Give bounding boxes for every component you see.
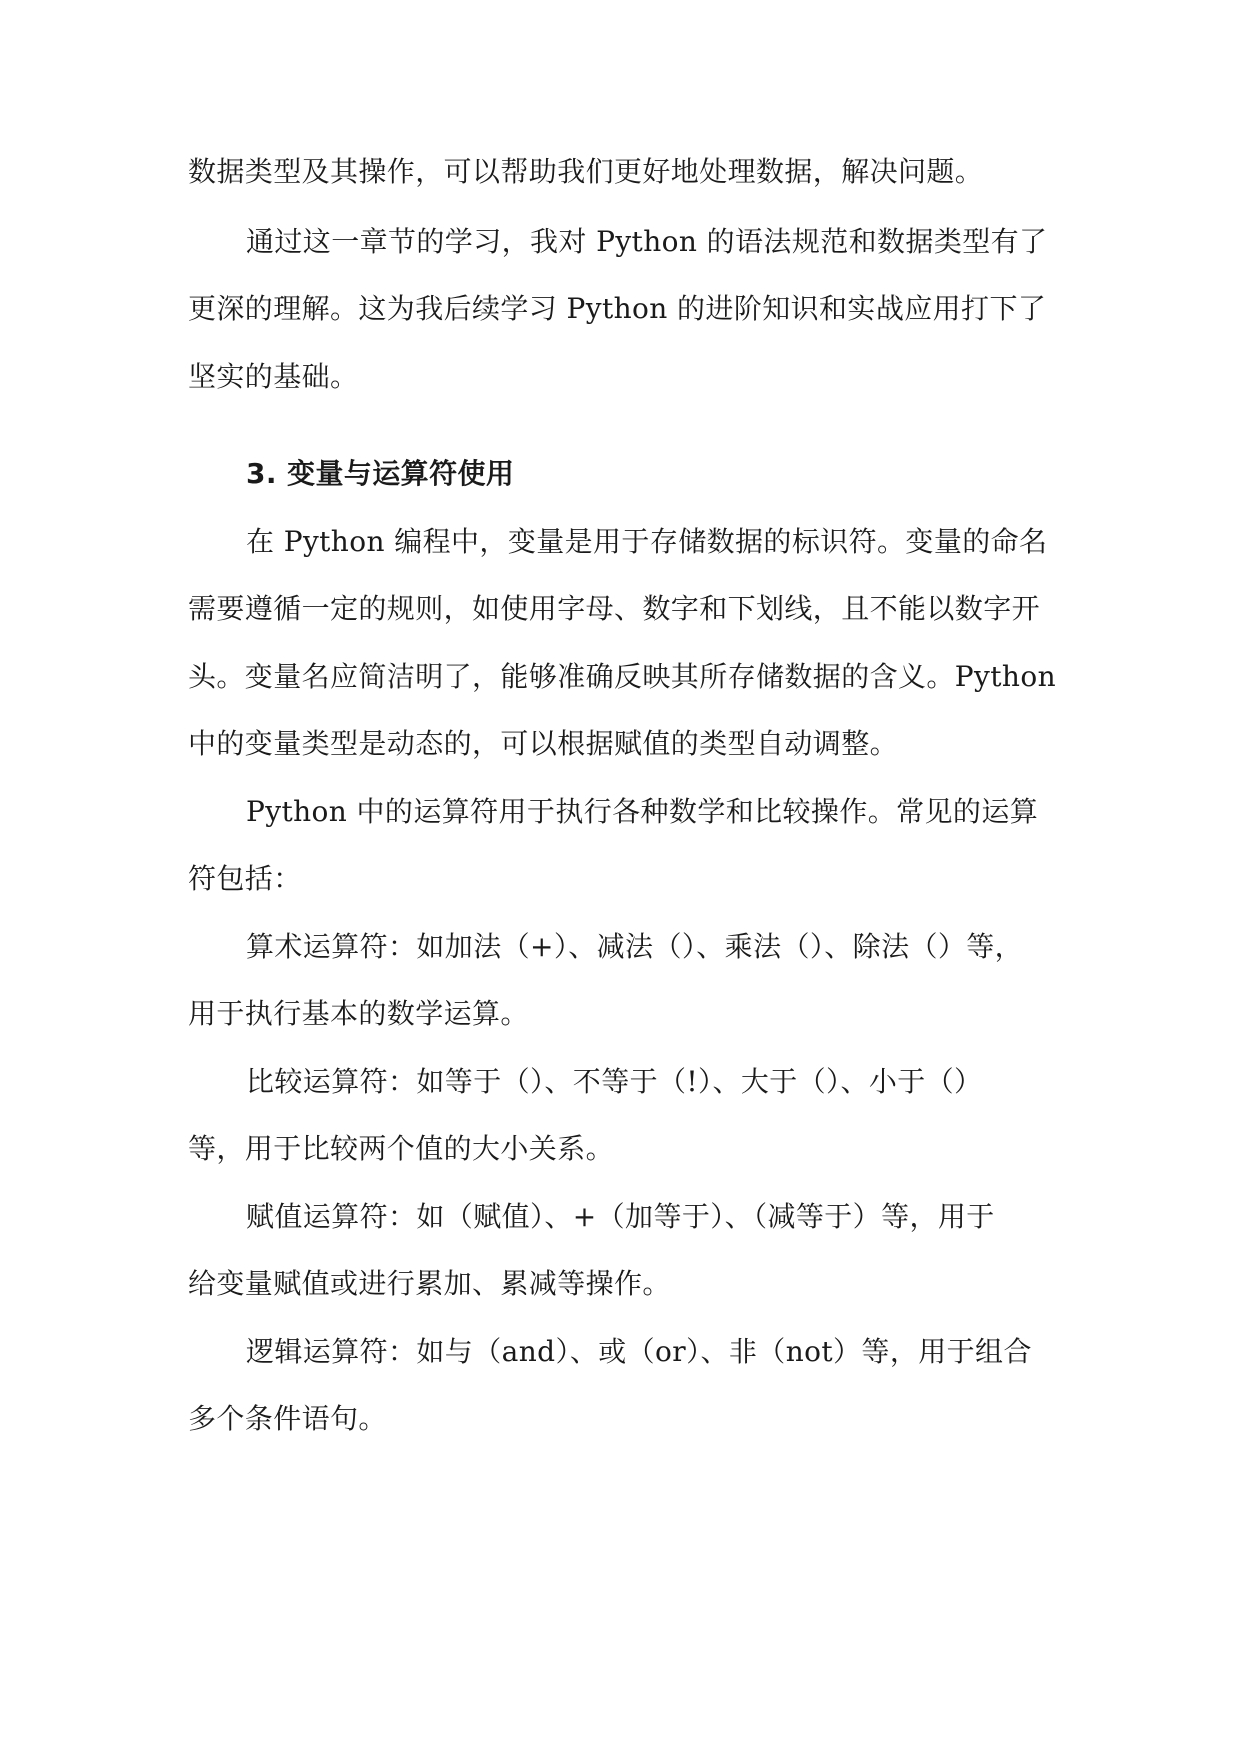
paragraph-line: 数据类型及其操作，可以帮助我们更好地处理数据，解决问题。 [188,155,984,188]
paragraph-line: 逻辑运算符：如与（and）、或（or）、非（not）等，用于组合 [246,1335,1032,1368]
paragraph-line: 算术运算符：如加法（+）、减法（）、乘法（）、除法（）等， [246,930,1024,963]
paragraph-line: 坚实的基础。 [188,360,359,393]
section-heading: 3. 变量与运算符使用 [246,457,515,490]
paragraph-line: Python 中的运算符用于执行各种数学和比较操作。常见的运算 [246,795,1039,828]
paragraph-line: 更深的理解。这为我后续学习 Python 的进阶知识和实战应用打下了 [188,292,1047,325]
paragraph-line: 中的变量类型是动态的，可以根据赋值的类型自动调整。 [188,727,899,760]
paragraph-line: 在 Python 编程中，变量是用于存储数据的标识符。变量的命名 [246,525,1048,558]
paragraph-line: 等，用于比较两个值的大小关系。 [188,1132,615,1165]
paragraph-line: 头。变量名应简洁明了，能够准确反映其所存储数据的含义。Python [188,660,1057,693]
paragraph-line: 符包括： [188,862,302,895]
paragraph-line: 比较运算符：如等于（）、不等于（!）、大于（）、小于（） [246,1065,983,1098]
paragraph-line: 赋值运算符：如（赋值）、+（加等于）、（减等于）等，用于 [246,1200,995,1233]
paragraph-line: 通过这一章节的学习，我对 Python 的语法规范和数据类型有了 [246,225,1048,258]
paragraph-line: 给变量赋值或进行累加、累减等操作。 [188,1267,671,1300]
paragraph-line: 多个条件语句。 [188,1402,387,1435]
paragraph-line: 用于执行基本的数学运算。 [188,997,529,1030]
paragraph-line: 需要遵循一定的规则，如使用字母、数字和下划线，且不能以数字开 [188,592,1041,625]
